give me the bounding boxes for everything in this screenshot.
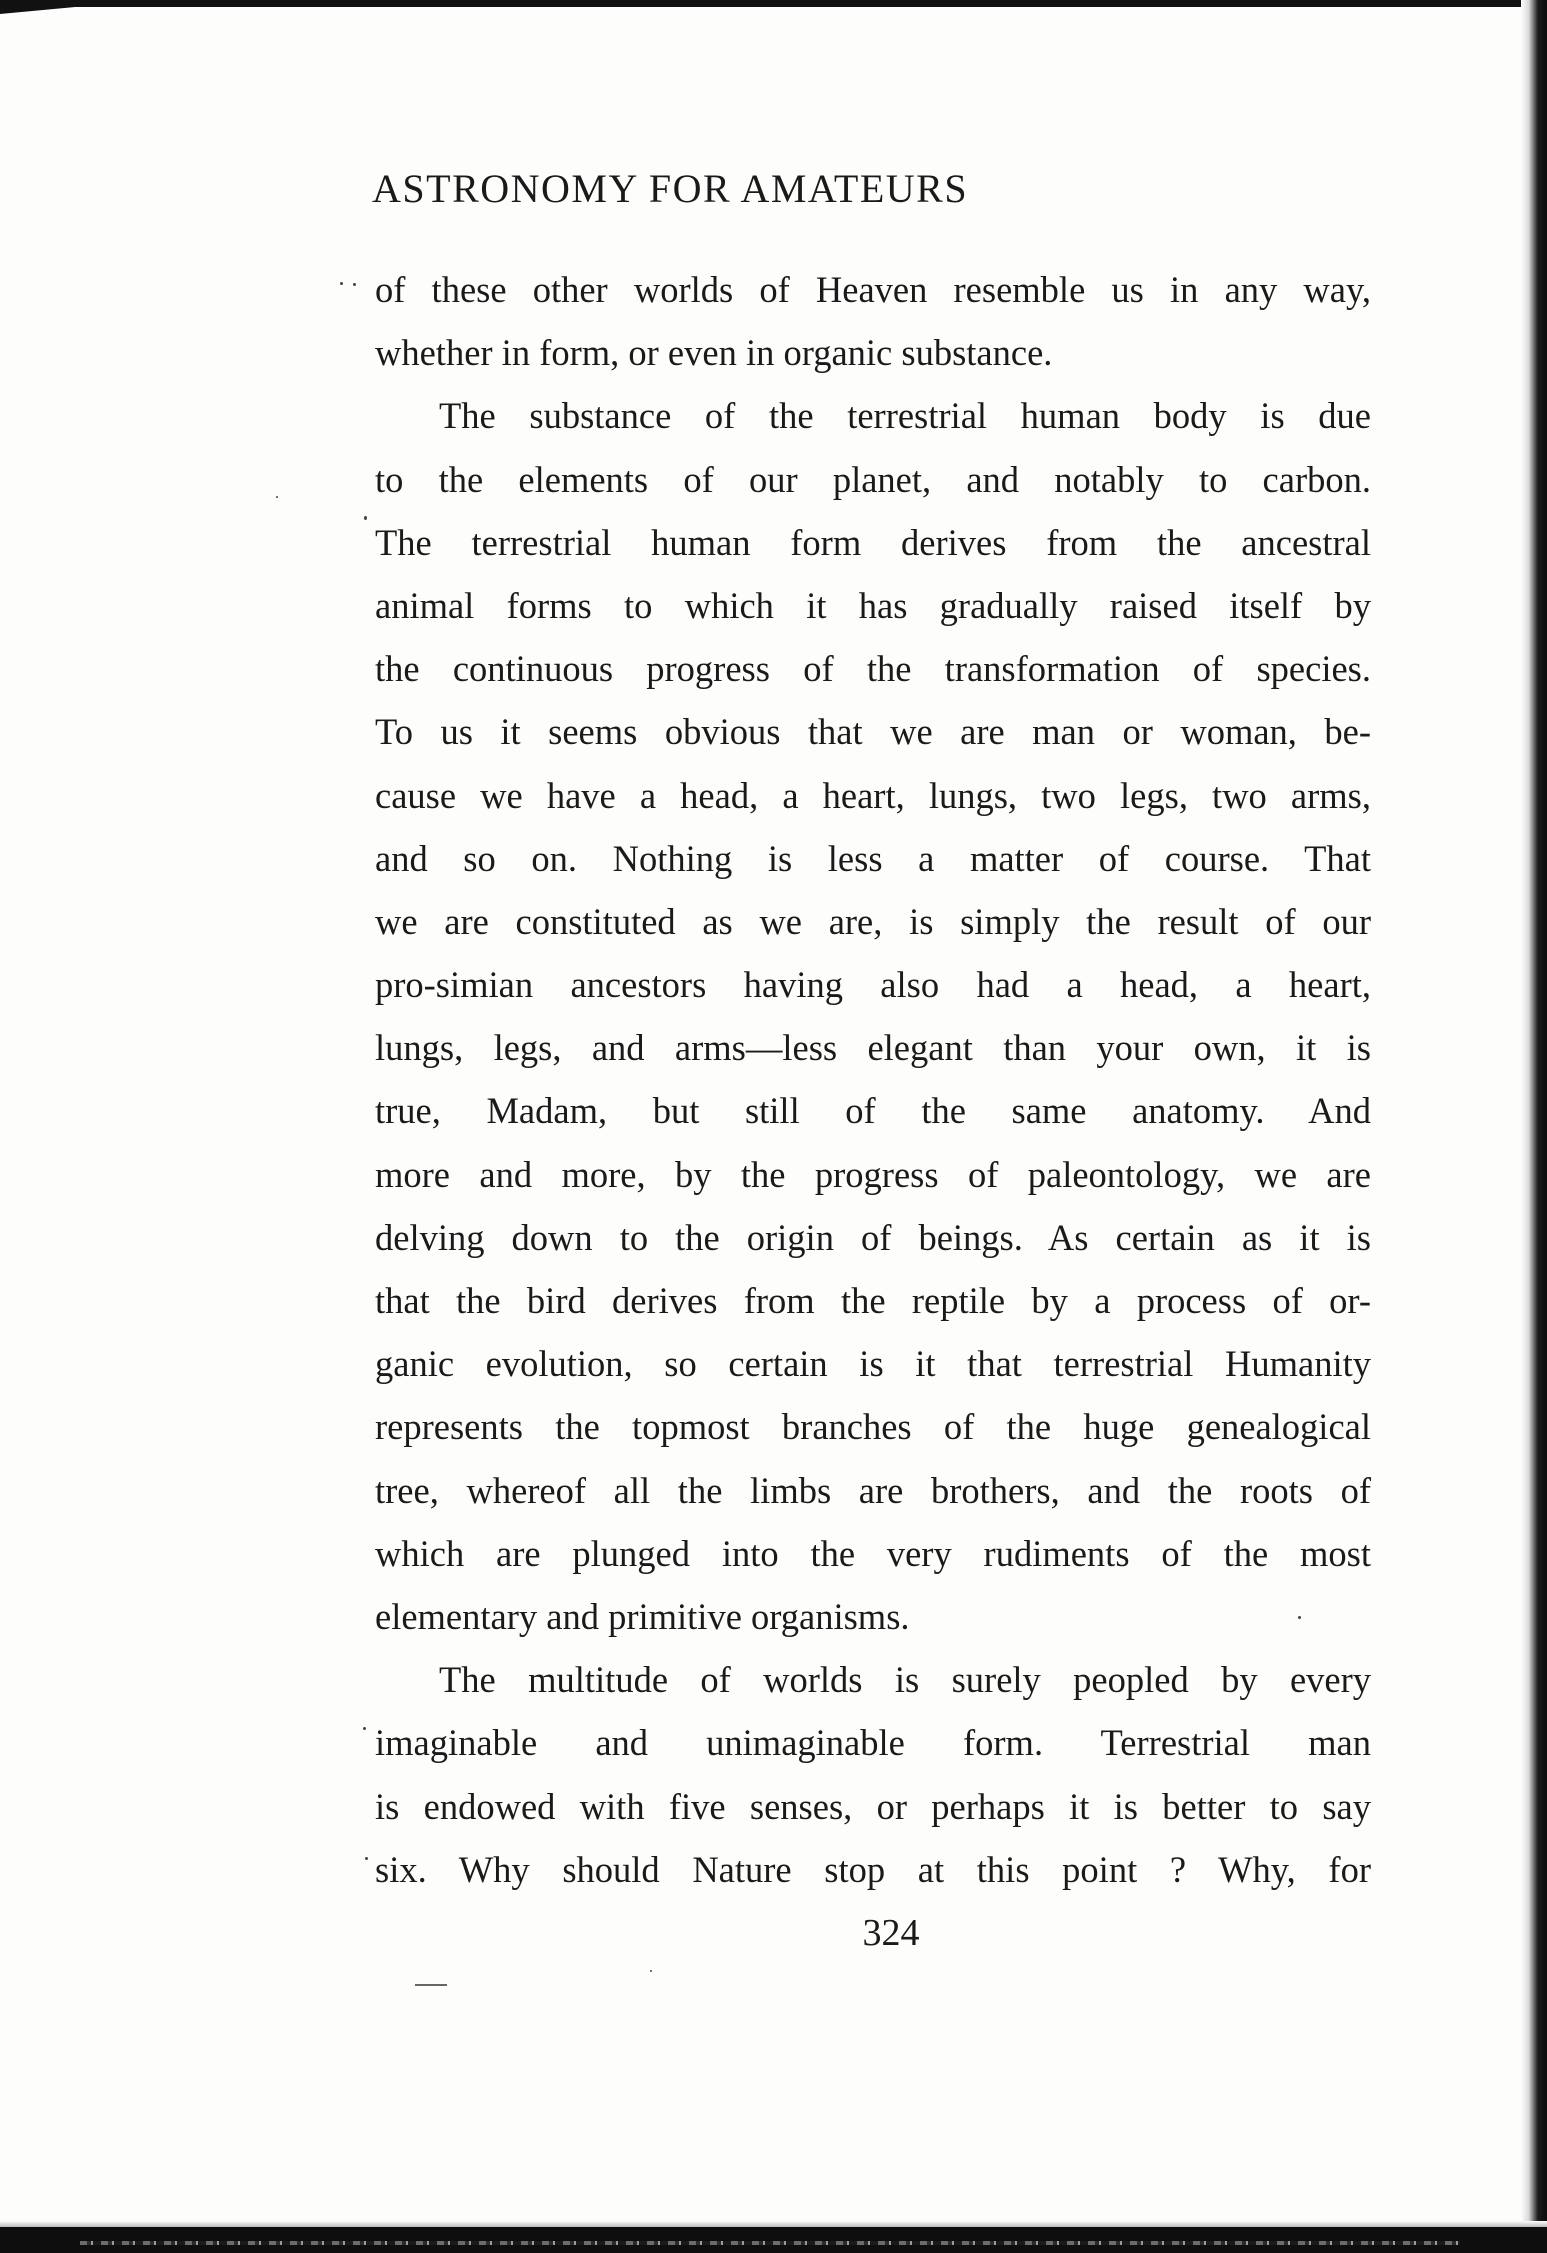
text-line: pro-simian ancestors having also had a head, a heart, bbox=[375, 964, 1371, 1006]
text-line: of these other worlds of Heaven resemble us in any way, bbox=[375, 269, 1371, 310]
text-line: that the bird derives from the reptile by a process of or- bbox=[375, 1280, 1371, 1321]
scan-speck bbox=[365, 1857, 368, 1860]
scan-speck bbox=[415, 1984, 447, 1986]
text-line: is endowed with five senses, or perhaps it is better to say bbox=[375, 1785, 1371, 1827]
page-number: 324 bbox=[862, 1912, 920, 1954]
text-line: six. Why should Nature stop at this point ? Why, for bbox=[375, 1848, 1371, 1890]
text-line: more and more, by the progress of paleontology, we are bbox=[375, 1153, 1371, 1195]
scan-edge-right bbox=[1521, 0, 1547, 2253]
running-head: ASTRONOMY FOR AMATEURS bbox=[372, 166, 969, 211]
text-line: The terrestrial human form derives from the ancestral bbox=[375, 521, 1371, 563]
text-line: represents the topmost branches of the huge genealogical bbox=[375, 1406, 1371, 1448]
text-line: imaginable and unimaginable form. Terrestrial man bbox=[375, 1722, 1371, 1764]
text-line: true, Madam, but still of the same anatomy. And bbox=[375, 1090, 1371, 1132]
text-line: To us it seems obvious that we are man or woman, be- bbox=[375, 711, 1371, 753]
text-line: to the elements of our planet, and notably to carbon. bbox=[375, 458, 1371, 500]
text-line: animal forms to which it has gradually raised itself by bbox=[375, 584, 1371, 626]
scan-speck bbox=[340, 282, 343, 285]
text-line: The substance of the terrestrial human body is due bbox=[439, 395, 1371, 437]
text-line: we are constituted as we are, is simply the result of our bbox=[375, 900, 1371, 942]
text-line: lungs, legs, and arms—less elegant than your own, it is bbox=[375, 1027, 1371, 1069]
text-line: the continuous progress of the transformation of species. bbox=[375, 648, 1371, 690]
text-line: delving down to the origin of beings. As certain as it is bbox=[375, 1216, 1371, 1258]
scan-edge-top bbox=[60, 0, 1540, 7]
text-line: tree, whereof all the limbs are brothers, and the roots of bbox=[375, 1469, 1371, 1511]
text-line: cause we have a head, a heart, lungs, two legs, two arms, bbox=[375, 774, 1371, 816]
text-line: elementary and primitive organisms. bbox=[375, 1595, 910, 1637]
text-line: ganic evolution, so certain is it that terrestrial Humanity bbox=[375, 1343, 1371, 1385]
scan-speck bbox=[363, 1727, 366, 1730]
text-line: which are plunged into the very rudiments of the most bbox=[375, 1532, 1371, 1574]
scan-edge-grain bbox=[80, 2241, 1460, 2245]
scan-speck bbox=[364, 516, 367, 520]
scan-speck bbox=[650, 1970, 652, 1972]
scan-speck bbox=[353, 283, 356, 286]
scan-edge-bottom bbox=[0, 2227, 1547, 2253]
text-line: The multitude of worlds is surely peopled by every bbox=[439, 1659, 1371, 1701]
body-text bbox=[375, 258, 1371, 1901]
text-line: and so on. Nothing is less a matter of course. That bbox=[375, 837, 1371, 879]
scan-speck bbox=[276, 496, 278, 498]
text-line: whether in form, or even in organic substance. bbox=[375, 332, 1053, 374]
